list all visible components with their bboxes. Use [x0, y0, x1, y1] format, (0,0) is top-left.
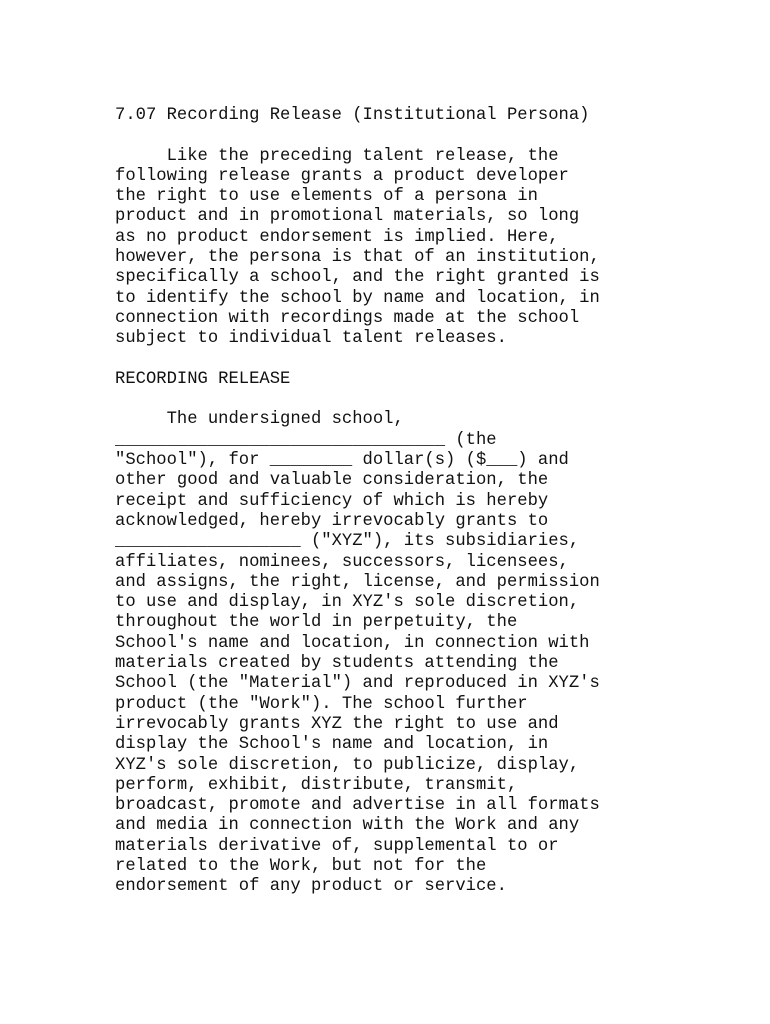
intro-line: however, the persona is that of an institution, [115, 248, 600, 268]
release-line: acknowledged, hereby irrevocably grants to [115, 511, 549, 531]
spacer [115, 350, 675, 370]
release-line: related to the Work, but not for the [115, 856, 487, 876]
release-line: to use and display, in XYZ's sole discretion, [115, 593, 580, 613]
release-line: endorsement of any product or service. [115, 877, 507, 897]
release-line: "School"), for ________ dollar(s) ($___) and [115, 451, 569, 471]
release-line: perform, exhibit, distribute, transmit, [115, 775, 518, 795]
release-line: receipt and sufficiency of which is hereby [115, 491, 549, 511]
release-line: display the School's name and location, in [115, 735, 549, 755]
release-line: ________________________________ (the [115, 430, 497, 450]
release-line: product (the "Work"). The school further [115, 694, 528, 714]
intro-line: specifically a school, and the right granted is [115, 268, 600, 288]
release-line: broadcast, promote and advertise in all formats [115, 796, 600, 816]
release-paragraph [115, 410, 675, 897]
intro-line: as no product endorsement is implied. Here, [115, 227, 559, 247]
release-title: RECORDING RELEASE [115, 369, 291, 389]
release-line: School (the "Material") and reproduced in XYZ's [115, 674, 600, 694]
release-line: and media in connection with the Work and any [115, 816, 580, 836]
intro-line: subject to individual talent releases. [115, 329, 507, 349]
release-line: and assigns, the right, license, and permission [115, 572, 600, 592]
release-line: irrevocably grants XYZ the right to use and [115, 714, 559, 734]
spacer [115, 390, 675, 410]
intro-line: product and in promotional materials, so long [115, 207, 580, 227]
release-line: School's name and location, in connection with [115, 633, 590, 653]
release-line: throughout the world in perpetuity, the [115, 613, 518, 633]
intro-paragraph [115, 147, 675, 350]
intro-line: connection with recordings made at the school [115, 308, 580, 328]
release-line: affiliates, nominees, successors, licensees, [115, 552, 569, 572]
release-line: materials created by students attending the [115, 654, 559, 674]
intro-line: to identify the school by name and location, in [115, 288, 600, 308]
document-body [115, 106, 675, 898]
release-line: __________________ ("XYZ"), its subsidiaries, [115, 532, 580, 552]
intro-line: Like the preceding talent release, the [115, 146, 559, 166]
section-heading: 7.07 Recording Release (Institutional Persona) [115, 106, 590, 125]
release-line: materials derivative of, supplemental to or [115, 836, 559, 856]
release-line: XYZ's sole discretion, to publicize, display, [115, 755, 580, 775]
intro-line: the right to use elements of a persona in [115, 187, 538, 207]
spacer [115, 126, 675, 146]
intro-line: following release grants a product developer [115, 166, 569, 186]
release-line: other good and valuable consideration, the [115, 471, 549, 491]
release-line: The undersigned school, [115, 410, 404, 430]
